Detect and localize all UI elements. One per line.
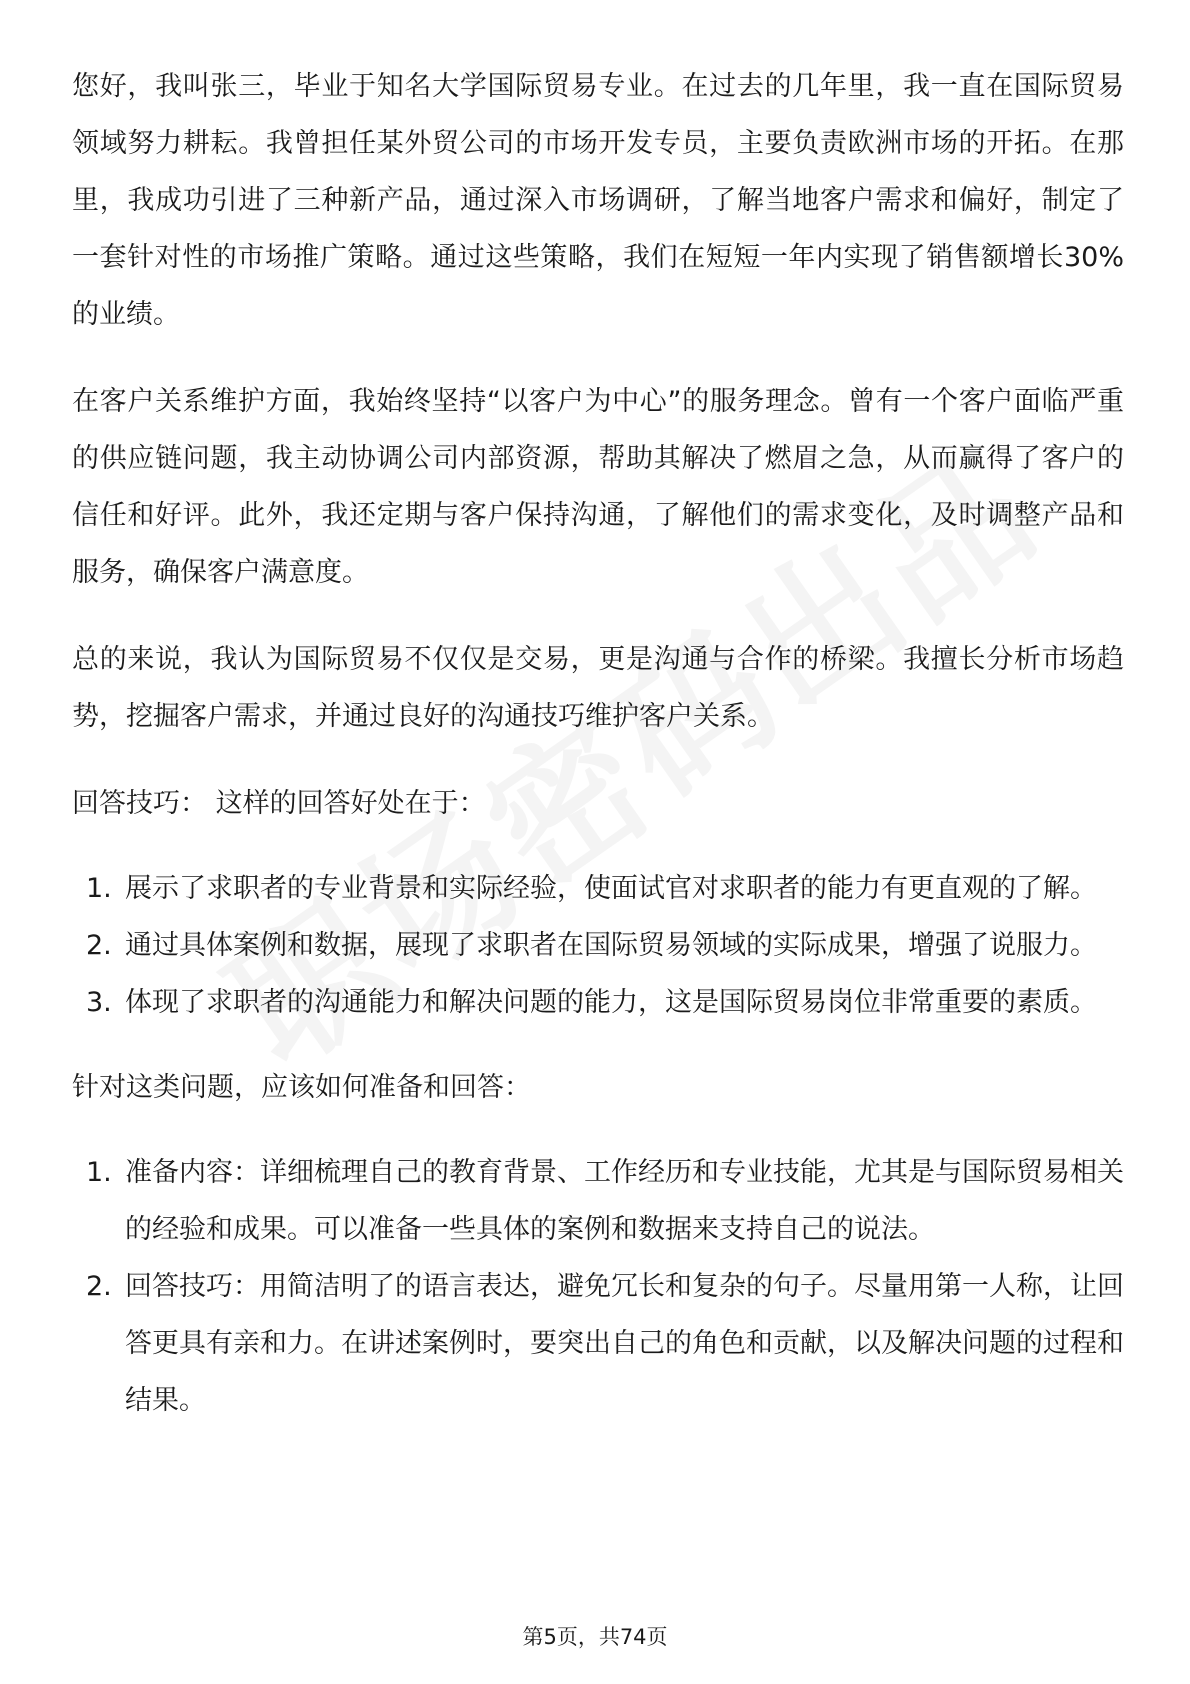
list-item-text: 准备内容：详细梳理自己的教育背景、工作经历和专业技能，尤其是与国际贸易相关的经验和成果。可以准备一些具体的案例和数据来支持自己的说法。 xyxy=(125,1157,1124,1245)
list-item-number: 3. xyxy=(86,987,112,1018)
tips-heading: 回答技巧： 这样的回答好处在于： xyxy=(72,788,486,819)
page-number: 第5页，共74页 xyxy=(522,1625,668,1649)
tips-list xyxy=(72,860,1124,1031)
paragraph-customer-relations: 在客户关系维护方面，我始终坚持“以客户为中心”的服务理念。曾有一个客户面临严重的供应链问题，我主动协调公司内部资源，帮助其解决了燃眉之急，从而赢得了客户的信任和好评。此外，我还定期与客户保持沟通，了解他们的需求变化，及时调整产品和服务，确保客户满意度。 xyxy=(72,386,1124,588)
prep-list xyxy=(72,1144,1124,1429)
list-item-text: 通过具体案例和数据，展现了求职者在国际贸易领域的实际成果，增强了说服力。 xyxy=(125,930,1097,961)
list-item-number: 1. xyxy=(86,1157,112,1188)
list-item xyxy=(72,917,1124,974)
document-body xyxy=(72,58,1124,1457)
prep-heading: 针对这类问题，应该如何准备和回答： xyxy=(72,1072,531,1103)
list-item xyxy=(72,860,1124,917)
list-item-number: 1. xyxy=(86,873,112,904)
list-item-text: 展示了求职者的专业背景和实际经验，使面试官对求职者的能力有更直观的了解。 xyxy=(125,873,1097,904)
list-item xyxy=(72,1258,1124,1429)
paragraph-intro: 您好，我叫张三，毕业于知名大学国际贸易专业。在过去的几年里，我一直在国际贸易领域努力耕耘。我曾担任某外贸公司的市场开发专员，主要负责欧洲市场的开拓。在那里，我成功引进了三种新产品，通过深入市场调研，了解当地客户需求和偏好，制定了一套针对性的市场推广策略。通过这些策略，我们在短短一年内实现了销售额增长30%的业绩。 xyxy=(72,71,1124,330)
list-item-number: 2. xyxy=(86,930,112,961)
list-item xyxy=(72,1144,1124,1258)
paragraph-summary: 总的来说，我认为国际贸易不仅仅是交易，更是沟通与合作的桥梁。我擅长分析市场趋势，挖掘客户需求，并通过良好的沟通技巧维护客户关系。 xyxy=(72,644,1124,732)
list-item xyxy=(72,974,1124,1031)
list-item-text: 体现了求职者的沟通能力和解决问题的能力，这是国际贸易岗位非常重要的素质。 xyxy=(125,987,1097,1018)
list-item-number: 2. xyxy=(86,1271,112,1302)
list-item-text: 回答技巧：用简洁明了的语言表达，避免冗长和复杂的句子。尽量用第一人称，让回答更具有亲和力。在讲述案例时，要突出自己的角色和贡献，以及解决问题的过程和结果。 xyxy=(125,1271,1124,1416)
